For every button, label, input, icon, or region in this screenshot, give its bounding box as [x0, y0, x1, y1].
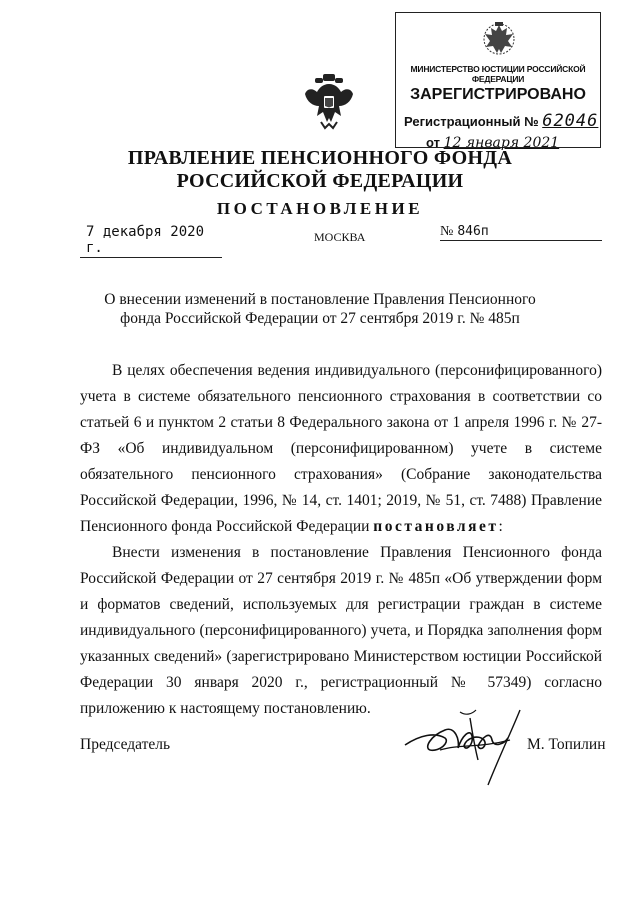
registration-stamp	[395, 12, 601, 151]
document-number	[440, 224, 602, 241]
stamp-registration-line	[404, 111, 598, 131]
stamp-reg-label: Регистрационный №	[404, 114, 539, 129]
document-city: МОСКВА	[314, 230, 366, 244]
body-paragraph-1	[80, 358, 602, 540]
paragraph-1-text: В целях обеспечения ведения индивидуального (персонифицированного) учета в системе обязательного пенсионного страхования в соответствии со статьей 6 и пунктом 2 статьи 8 Федерального закона от 1 апреля 1996 г. № 27-ФЗ «Об индивидуальном (персонифицированном) учете в системе обязательного пенсионного страхования» (Собрание законодательства Российской Федерации, 1996, № 14, ст. 1401; 2019, № 51, ст. 7488) Правление Пенсионного фонда Российской Федерации	[80, 362, 602, 535]
number-label: №	[440, 224, 454, 239]
stamp-reg-number: 62046	[542, 111, 599, 131]
document-body	[80, 358, 602, 722]
stamp-date-label: от	[426, 135, 440, 150]
document-date: 7 декабря 2020 г.	[80, 224, 222, 258]
signer-name: М. Топилин	[527, 736, 606, 753]
title-line1: О внесении изменений в постановление Правления Пенсионного	[104, 291, 536, 308]
stamp-ministry: МИНИСТЕРСТВО ЮСТИЦИИ РОССИЙСКОЙ ФЕДЕРАЦИИ	[410, 64, 586, 84]
stamp-registered-label: ЗАРЕГИСТРИРОВАНО	[410, 86, 586, 103]
signer-title: Председатель	[80, 736, 171, 753]
handwritten-signature	[400, 700, 540, 790]
title-line2: фонда Российской Федерации от 27 сентября 2019 г. № 485п	[120, 310, 520, 327]
document-title	[0, 290, 640, 328]
number-value: 846п	[457, 224, 489, 239]
paragraph-1-end: :	[498, 518, 503, 535]
resolves-keyword: постановляет	[373, 518, 499, 535]
document-type: ПОСТАНОВЛЕНИЕ	[216, 199, 424, 218]
coat-of-arms-icon	[479, 19, 519, 61]
org-name-line1: ПРАВЛЕНИЕ ПЕНСИОННОГО ФОНДА	[127, 147, 513, 169]
org-name-line2: РОССИЙСКОЙ ФЕДЕРАЦИИ	[176, 170, 464, 192]
body-paragraph-2: Внести изменения в постановление Правления Пенсионного фонда Российской Федерации от 27 сентября 2019 г. № 485п «Об утверждении форм и форматов сведений, используемых для регистрации граждан в системе индивидуального (персонифицированного) учета, и Порядка заполнения форм указанных сведений» (зарегистрировано Министерством юстиции Российской Федерации 30 января 2020 г., регистрационный № 57349) согласно приложению к настоящему постановлению.	[80, 544, 602, 717]
stamp-date-value: 12 января 2021	[443, 135, 560, 151]
double-headed-eagle-icon	[303, 72, 355, 130]
